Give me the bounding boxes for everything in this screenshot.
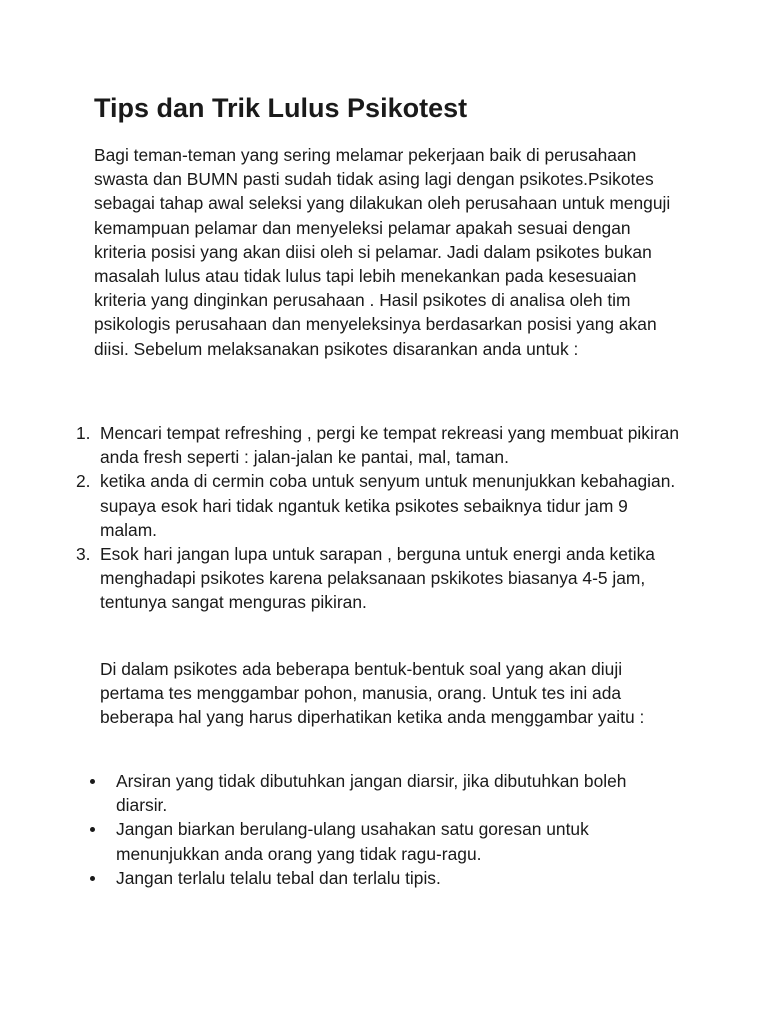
- list-number: 3.: [76, 544, 91, 565]
- bullet-icon: [90, 827, 95, 832]
- list-item: [76, 542, 680, 615]
- list-number: 2.: [76, 471, 91, 492]
- list-item: [116, 769, 676, 817]
- list-item-text: Arsiran yang tidak dibutuhkan jangan diarsir, jika dibutuhkan boleh diarsir.: [116, 771, 627, 816]
- list-number: 1.: [76, 423, 91, 443]
- list-item: [116, 866, 676, 890]
- list-item-text: Jangan terlalu telalu tebal dan terlalu tipis.: [116, 867, 441, 888]
- bullet-icon: [90, 779, 95, 784]
- list-item-text: Mencari tempat refreshing , pergi ke tempat rekreasi yang membuat pikiran anda fresh seperti : jalan-jalan ke pantai, mal, taman.: [100, 423, 679, 468]
- list-item-text: Jangan biarkan berulang-ulang usahakan satu goresan untuk menunjukkan anda orang yang tidak ragu-ragu.: [116, 819, 589, 864]
- intro-paragraph: Bagi teman-teman yang sering melamar pekerjaan baik di perusahaan swasta dan BUMN pasti sudah tidak asing lagi dengan psikotes.Psikotes sebagai tahap awal seleksi yang dilakukan oleh perusahaan untuk menguji kemampuan pelamar dan menyeleksi pelamar apakah sesuai dengan kriteria posisi yang akan diisi oleh si pelamar. Jadi dalam psikotes bukan masalah lulus atau tidak lulus tapi lebih menekankan pada kesesuaian kriteria yang dinginkan perusahaan . Hasil psikotes di analisa oleh tim psikologis perusahaan dan menyeleksinya berdasarkan posisi yang akan diisi. Sebelum melaksanakan psikotes disarankan anda untuk :: [94, 145, 671, 359]
- document-title: Tips dan Trik Lulus Psikotest: [94, 93, 468, 123]
- list-item-text: ketika anda di cermin coba untuk senyum untuk menunjukkan kebahagian. supaya esok hari tidak ngantuk ketika psikotes sebaiknya tidur jam 9 malam.: [100, 471, 676, 540]
- list-item: [76, 469, 680, 542]
- list-item: [116, 817, 676, 865]
- bullet-list: [116, 769, 676, 890]
- numbered-list: [76, 421, 680, 615]
- list-item-text: Esok hari jangan lupa untuk sarapan , berguna untuk energi anda ketika menghadapi psikotes karena pelaksanaan pskikotes biasanya 4-5 jam, tentunya sangat menguras pikiran.: [100, 544, 655, 613]
- bullet-icon: [90, 876, 95, 881]
- list-item: [76, 421, 680, 469]
- drawing-test-paragraph: Di dalam psikotes ada beberapa bentuk-bentuk soal yang akan diuji pertama tes menggambar pohon, manusia, orang. Untuk tes ini ada beberapa hal yang harus diperhatikan ketika anda menggambar yaitu :: [100, 659, 645, 728]
